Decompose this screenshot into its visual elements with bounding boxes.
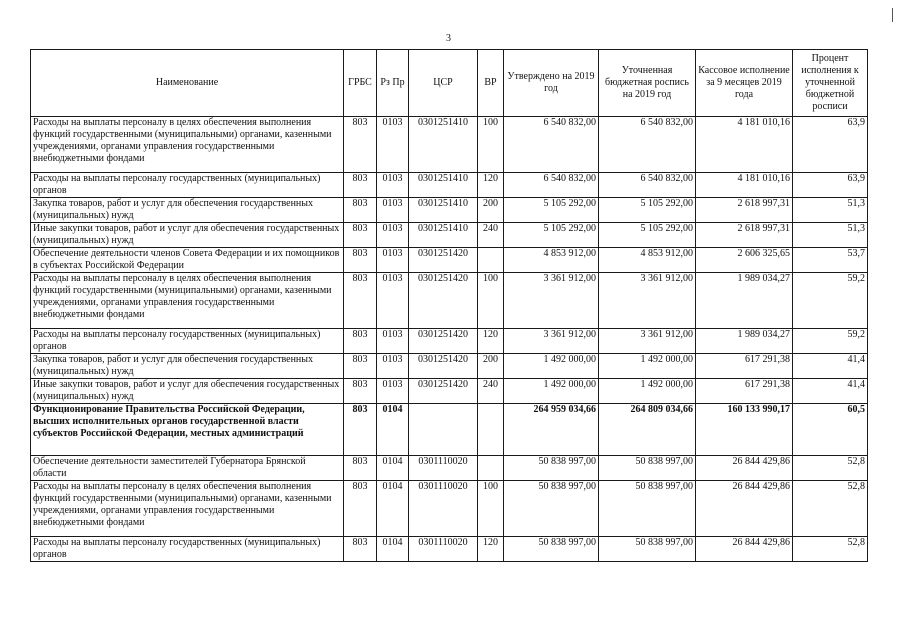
cell-percent: 59,2 — [793, 273, 868, 329]
cell-rzpr: 0103 — [377, 329, 409, 354]
cell-cash: 617 291,38 — [696, 379, 793, 404]
cell-percent: 41,4 — [793, 354, 868, 379]
cell-grbs: 803 — [344, 329, 377, 354]
budget-execution-table — [30, 49, 868, 562]
cell-grbs: 803 — [344, 117, 377, 173]
cell-refined: 3 361 912,00 — [599, 329, 696, 354]
cell-vr: 100 — [478, 481, 504, 537]
cell-rzpr: 0103 — [377, 354, 409, 379]
cell-vr: 120 — [478, 173, 504, 198]
cell-cash: 26 844 429,86 — [696, 537, 793, 562]
header-csr: ЦСР — [409, 50, 478, 117]
header-cash: Кассовое исполнение за 9 месяцев 2019 года — [696, 50, 793, 117]
cell-csr: 0301251420 — [409, 273, 478, 329]
cell-approved: 264 959 034,66 — [504, 404, 599, 456]
cell-percent: 53,7 — [793, 248, 868, 273]
header-grbs: ГРБС — [344, 50, 377, 117]
cell-rzpr: 0103 — [377, 273, 409, 329]
cell-csr: 0301251420 — [409, 248, 478, 273]
cell-percent: 63,9 — [793, 117, 868, 173]
table-row — [31, 329, 868, 354]
cell-name: Расходы на выплаты персоналу в целях обеспечения выполнения функций государственными (муниципальными) органами, казенными учреждениями, органами управления государственными внебюджетными фондами — [31, 481, 344, 537]
cell-percent: 41,4 — [793, 379, 868, 404]
table-row — [31, 273, 868, 329]
cell-refined: 6 540 832,00 — [599, 173, 696, 198]
cell-grbs: 803 — [344, 248, 377, 273]
cell-rzpr: 0104 — [377, 404, 409, 456]
cell-approved: 3 361 912,00 — [504, 329, 599, 354]
cell-grbs: 803 — [344, 198, 377, 223]
cell-percent: 52,8 — [793, 481, 868, 537]
cell-grbs: 803 — [344, 173, 377, 198]
cell-cash: 26 844 429,86 — [696, 481, 793, 537]
cell-name: Расходы на выплаты персоналу государственных (муниципальных) органов — [31, 537, 344, 562]
cell-csr: 0301110020 — [409, 481, 478, 537]
cell-name: Обеспечение деятельности членов Совета Федерации и их помощников в субъектах Российской Федерации — [31, 248, 344, 273]
cell-rzpr: 0103 — [377, 379, 409, 404]
table-body — [31, 117, 868, 562]
cell-name: Иные закупки товаров, работ и услуг для обеспечения государственных (муниципальных) нужд — [31, 223, 344, 248]
table-row — [31, 248, 868, 273]
cell-refined: 50 838 997,00 — [599, 456, 696, 481]
table-header-row — [31, 50, 868, 117]
cell-grbs: 803 — [344, 379, 377, 404]
header-refined: Уточненная бюджетная роспись на 2019 год — [599, 50, 696, 117]
cell-vr: 100 — [478, 117, 504, 173]
cell-approved: 1 492 000,00 — [504, 379, 599, 404]
cell-refined: 50 838 997,00 — [599, 537, 696, 562]
cell-percent: 59,2 — [793, 329, 868, 354]
cell-percent: 63,9 — [793, 173, 868, 198]
cell-name: Иные закупки товаров, работ и услуг для обеспечения государственных (муниципальных) нужд — [31, 379, 344, 404]
cell-rzpr: 0103 — [377, 173, 409, 198]
cell-rzpr: 0103 — [377, 198, 409, 223]
cell-grbs: 803 — [344, 273, 377, 329]
cell-refined: 5 105 292,00 — [599, 198, 696, 223]
cell-name: Расходы на выплаты персоналу в целях обеспечения выполнения функций государственными (муниципальными) органами, казенными учреждениями, органами управления государственными внебюджетными фондами — [31, 273, 344, 329]
cell-grbs: 803 — [344, 354, 377, 379]
cell-approved: 4 853 912,00 — [504, 248, 599, 273]
header-vr: ВР — [478, 50, 504, 117]
cell-rzpr: 0104 — [377, 481, 409, 537]
table-row — [31, 404, 868, 456]
cell-approved: 50 838 997,00 — [504, 537, 599, 562]
cell-cash: 2 618 997,31 — [696, 198, 793, 223]
cell-approved: 6 540 832,00 — [504, 173, 599, 198]
cell-csr: 0301251420 — [409, 329, 478, 354]
header-name: Наименование — [31, 50, 344, 117]
cell-csr: 0301251410 — [409, 117, 478, 173]
cell-csr — [409, 404, 478, 456]
header-approved: Утверждено на 2019 год — [504, 50, 599, 117]
cell-grbs: 803 — [344, 537, 377, 562]
cell-rzpr: 0104 — [377, 537, 409, 562]
cell-refined: 3 361 912,00 — [599, 273, 696, 329]
cell-refined: 6 540 832,00 — [599, 117, 696, 173]
table-row — [31, 223, 868, 248]
cell-name: Расходы на выплаты персоналу в целях обеспечения выполнения функций государственными (муниципальными) органами, казенными учреждениями, органами управления государственными внебюджетными фондами — [31, 117, 344, 173]
cell-vr — [478, 456, 504, 481]
cell-cash: 4 181 010,16 — [696, 117, 793, 173]
cell-name: Расходы на выплаты персоналу государственных (муниципальных) органов — [31, 329, 344, 354]
cell-csr: 0301251410 — [409, 198, 478, 223]
cell-refined: 50 838 997,00 — [599, 481, 696, 537]
cell-name: Функционирование Правительства Российской Федерации, высших исполнительных органов государственной власти субъектов Российской Федерации, местных администраций — [31, 404, 344, 456]
cell-vr: 100 — [478, 273, 504, 329]
cell-vr: 120 — [478, 329, 504, 354]
cell-csr: 0301251410 — [409, 173, 478, 198]
cell-name: Закупка товаров, работ и услуг для обеспечения государственных (муниципальных) нужд — [31, 354, 344, 379]
cell-vr — [478, 248, 504, 273]
cell-cash: 4 181 010,16 — [696, 173, 793, 198]
cell-csr: 0301251410 — [409, 223, 478, 248]
edge-mark — [892, 8, 893, 22]
cell-cash: 617 291,38 — [696, 354, 793, 379]
cell-csr: 0301110020 — [409, 537, 478, 562]
cell-approved: 6 540 832,00 — [504, 117, 599, 173]
cell-grbs: 803 — [344, 456, 377, 481]
cell-cash: 160 133 990,17 — [696, 404, 793, 456]
cell-vr: 240 — [478, 223, 504, 248]
header-rzpr: Рз Пр — [377, 50, 409, 117]
cell-refined: 1 492 000,00 — [599, 354, 696, 379]
cell-approved: 5 105 292,00 — [504, 223, 599, 248]
cell-refined: 264 809 034,66 — [599, 404, 696, 456]
cell-rzpr: 0103 — [377, 248, 409, 273]
cell-grbs: 803 — [344, 404, 377, 456]
cell-name: Обеспечение деятельности заместителей Губернатора Брянской области — [31, 456, 344, 481]
cell-csr: 0301110020 — [409, 456, 478, 481]
cell-cash: 1 989 034,27 — [696, 329, 793, 354]
cell-grbs: 803 — [344, 481, 377, 537]
cell-approved: 50 838 997,00 — [504, 481, 599, 537]
cell-refined: 1 492 000,00 — [599, 379, 696, 404]
cell-name: Расходы на выплаты персоналу государственных (муниципальных) органов — [31, 173, 344, 198]
table-row — [31, 117, 868, 173]
cell-approved: 50 838 997,00 — [504, 456, 599, 481]
header-percent: Процент исполнения к уточненной бюджетной росписи — [793, 50, 868, 117]
table-row — [31, 354, 868, 379]
cell-name: Закупка товаров, работ и услуг для обеспечения государственных (муниципальных) нужд — [31, 198, 344, 223]
page-number: 3 — [446, 33, 451, 44]
cell-percent: 60,5 — [793, 404, 868, 456]
cell-refined: 5 105 292,00 — [599, 223, 696, 248]
cell-csr: 0301251420 — [409, 379, 478, 404]
cell-vr: 120 — [478, 537, 504, 562]
table-row — [31, 198, 868, 223]
cell-percent: 51,3 — [793, 223, 868, 248]
cell-approved: 1 492 000,00 — [504, 354, 599, 379]
cell-rzpr: 0104 — [377, 456, 409, 481]
cell-cash: 2 606 325,65 — [696, 248, 793, 273]
cell-refined: 4 853 912,00 — [599, 248, 696, 273]
table-row — [31, 456, 868, 481]
cell-percent: 52,8 — [793, 537, 868, 562]
cell-cash: 1 989 034,27 — [696, 273, 793, 329]
cell-cash: 26 844 429,86 — [696, 456, 793, 481]
cell-percent: 52,8 — [793, 456, 868, 481]
cell-vr: 200 — [478, 198, 504, 223]
cell-approved: 5 105 292,00 — [504, 198, 599, 223]
table-row — [31, 379, 868, 404]
table-row — [31, 537, 868, 562]
cell-cash: 2 618 997,31 — [696, 223, 793, 248]
cell-rzpr: 0103 — [377, 223, 409, 248]
cell-vr: 240 — [478, 379, 504, 404]
cell-percent: 51,3 — [793, 198, 868, 223]
table-row — [31, 173, 868, 198]
cell-grbs: 803 — [344, 223, 377, 248]
cell-vr: 200 — [478, 354, 504, 379]
cell-approved: 3 361 912,00 — [504, 273, 599, 329]
cell-rzpr: 0103 — [377, 117, 409, 173]
cell-csr: 0301251420 — [409, 354, 478, 379]
table-row — [31, 481, 868, 537]
cell-vr — [478, 404, 504, 456]
